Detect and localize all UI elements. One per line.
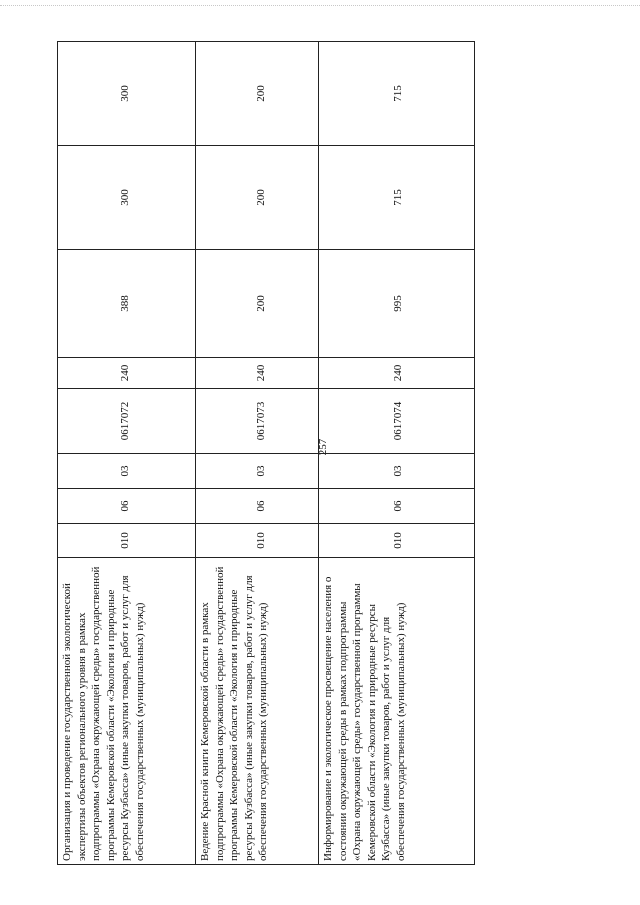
row-description: Ведение Красной книги Кемеровской области в рамках подпрограммы «Охрана окружающей среды» государственной программы Кемеровской области «Экология и природные ресурсы Кузбасса» (иные закупки товаров, работ и услуг для обеспечения государственных (муниципальных) нужд) — [196, 558, 319, 865]
table-row — [58, 42, 196, 865]
section-code: 06 — [58, 489, 196, 524]
section-code: 06 — [196, 489, 319, 524]
ministry-code: 010 — [319, 524, 475, 558]
amount-year-2: 300 — [58, 146, 196, 250]
amount-year-3: 300 — [58, 42, 196, 146]
amount-year-3: 200 — [196, 42, 319, 146]
amount-year-1: 200 — [196, 250, 319, 358]
amount-year-3: 715 — [319, 42, 475, 146]
amount-year-1: 995 — [319, 250, 475, 358]
row-description: Организация и проведение государственной экологической экспертизы объектов регионального уровня в рамках подпрограммы «Охрана окружающей среды» государственной программы Кемеровской области «Экология и природные ресурсы Кузбасса» (иные закупки товаров, работ и услуг для обеспечения государственных (муниципальных) нужд) — [58, 558, 196, 865]
amount-year-2: 715 — [319, 146, 475, 250]
subsection-code: 03 — [196, 454, 319, 489]
expense-type-code: 240 — [58, 358, 196, 389]
section-code: 06 — [319, 489, 475, 524]
row-description: Информирование и экологическое просвещение населения о состоянии окружающей среды в рамках подпрограммы «Охрана окружающей среды» государственной программы Кемеровской области «Экология и природные ресурсы Кузбасса» (иные закупки товаров, работ и услуг для обеспечения государственных (муниципальных) нужд) — [319, 558, 475, 865]
ministry-code: 010 — [196, 524, 319, 558]
table-wrapper — [57, 42, 471, 865]
target-article-code: 0617072 — [58, 389, 196, 454]
table-row — [196, 42, 319, 865]
scan-edge — [0, 0, 640, 6]
expense-type-code: 240 — [319, 358, 475, 389]
amount-year-1: 388 — [58, 250, 196, 358]
subsection-code: 03 — [319, 454, 475, 489]
ministry-code: 010 — [58, 524, 196, 558]
page-number: 257 — [317, 438, 329, 456]
expense-type-code: 240 — [196, 358, 319, 389]
table-row — [319, 42, 475, 865]
target-article-code: 0617074 — [319, 389, 475, 454]
budget-table — [57, 41, 475, 865]
target-article-code: 0617073 — [196, 389, 319, 454]
subsection-code: 03 — [58, 454, 196, 489]
amount-year-2: 200 — [196, 146, 319, 250]
